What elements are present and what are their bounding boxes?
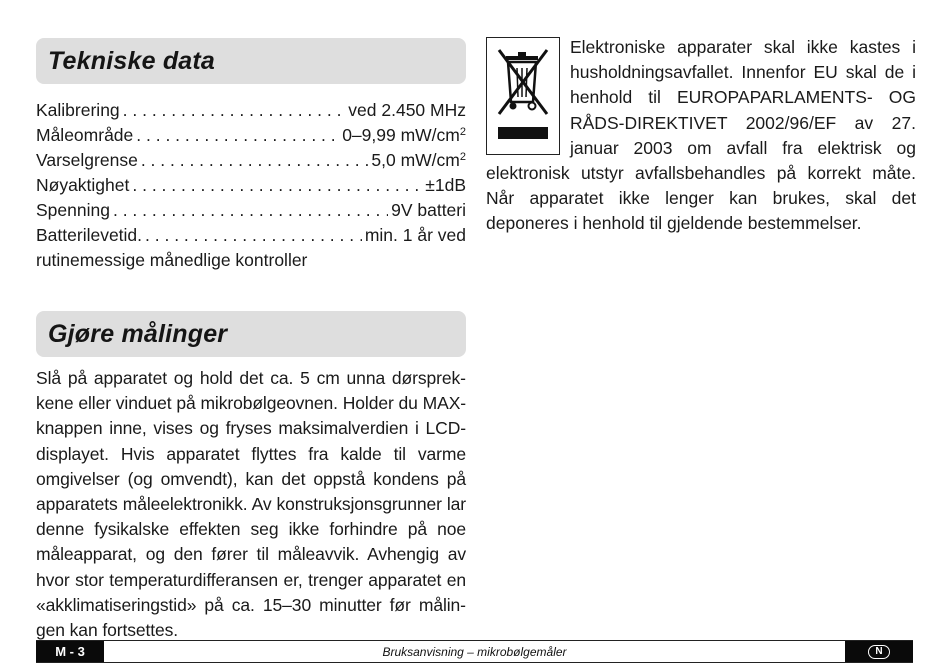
measure-section [36, 311, 466, 643]
disposal-notice [486, 35, 916, 237]
spec-row [36, 123, 466, 148]
footer-title: Bruksanvisning – mikrobølgemåler [382, 644, 567, 659]
spec-value-text: 0–9,99 mW/cm [342, 125, 460, 145]
language-code: N [868, 645, 890, 659]
spec-label: Nøyaktighet [36, 175, 130, 195]
spec-row [36, 223, 466, 248]
spec-value [425, 173, 466, 198]
spec-value-unit-exponent: 2 [459, 126, 466, 138]
spec-label: Varselgrense [36, 150, 138, 170]
measure-body: Slå på apparatet og hold det ca. 5 cm unna dørsprekkene eller vinduet på mikrobølgeovnen. Holder du MAX-knappen inne, vises og fryses maksimalverdien i LCD-displayet. Hvis apparatet flyttes fra kalde til varme omgivelser (og omvendt), kan det oppstå kondens på apparatets måleelektronikk. Av konstruksjonsgrunner lar denne fysikalske effekten seg ikke forhindre på noe måleapparat, og den fører til måleavvik. Avhengig av hvor stor temperaturdifferansen er, trenger apparatet en «akklimatiseringstid» på ca. 15–30 minutter før målingen kan fortsettes. [36, 368, 466, 641]
spec-value [371, 148, 466, 173]
measure-heading: Gjøre målinger [48, 319, 228, 348]
spec-leader-dots [123, 98, 346, 123]
spec-list [36, 98, 466, 248]
spec-row [36, 198, 466, 223]
spec-label: Kalibrering [36, 100, 120, 120]
spec-value [348, 98, 466, 123]
spec-value-text: 5,0 mW/cm [371, 150, 460, 170]
spec-row [36, 148, 466, 173]
spec-value-text: min. 1 år ved [364, 225, 466, 245]
tech-data-header [36, 38, 466, 84]
spec-value-unit-exponent: 2 [459, 151, 466, 163]
spec-leader-dots [113, 198, 388, 223]
spec-leader-dots [136, 123, 339, 148]
left-column [36, 38, 466, 661]
spec-row [36, 98, 466, 123]
weee-crossed-bin-icon [486, 37, 560, 155]
spec-note: rutinemessige månedlige kontroller [36, 250, 308, 270]
spec-label: Måleområde [36, 125, 134, 145]
spec-value-text: ±1dB [425, 175, 466, 195]
spec-leader-dots [132, 173, 422, 198]
measure-header [36, 311, 466, 357]
spec-value [391, 198, 466, 223]
right-column [486, 35, 916, 237]
spec-label: Batterilevetid. [36, 225, 143, 245]
language-badge [845, 641, 913, 662]
spec-leader-dots [145, 223, 362, 248]
page-number: M - 3 [36, 641, 104, 662]
page-footer [36, 640, 913, 663]
spec-label: Spenning [36, 200, 110, 220]
spec-leader-dots [141, 148, 369, 173]
spec-value-text: 9V batteri [391, 200, 466, 220]
spec-value-text: ved 2.450 MHz [348, 100, 466, 120]
spec-row [36, 173, 466, 198]
spec-value [365, 223, 466, 248]
spec-value [342, 123, 466, 148]
disposal-text: Elektroniske apparater skal ikke kastes i husholdningsavfallet. Innenfor EU skal de i henhold til EUROPAPARLAMENTS- OG RÅDS-DIREKTIVET 2002/96/EF av 27. januar 2003 om avfall fra elektrisk og elektronisk utstyr avfallsbehandles på korrekt måte. Når apparatet ikke lenger kan brukes, skal det deponeres i henhold til gjeldende bestemmelser. [486, 37, 916, 234]
tech-data-heading: Tekniske data [48, 46, 216, 75]
